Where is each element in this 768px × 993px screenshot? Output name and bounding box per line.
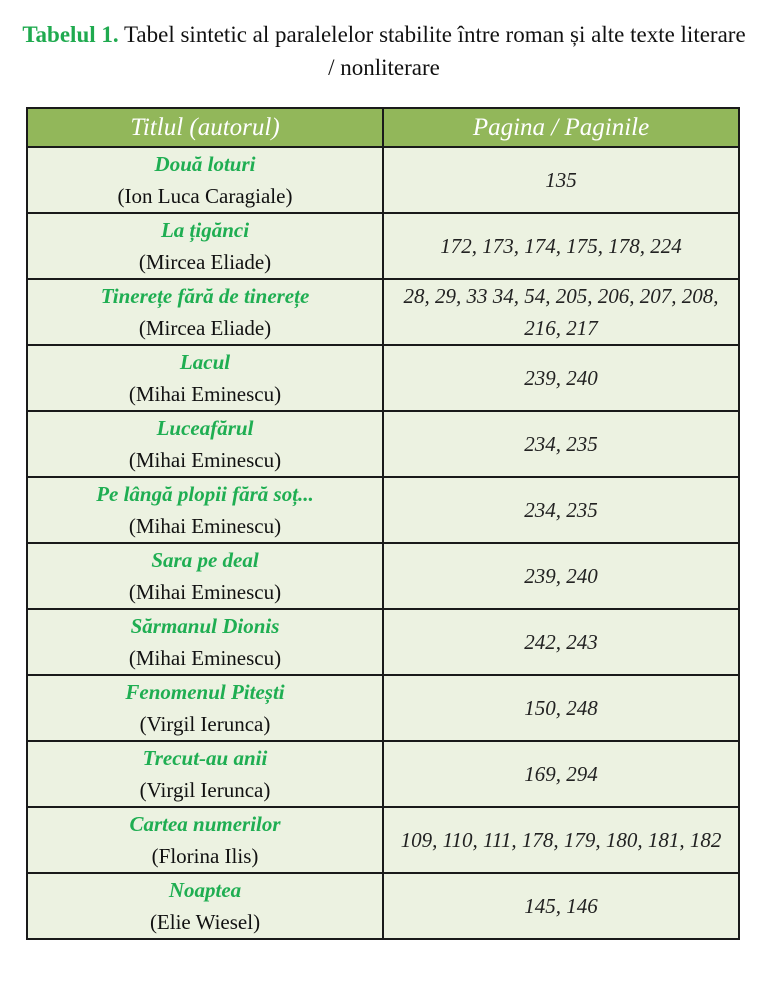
pages-cell: 145, 146 <box>383 873 739 939</box>
work-author: (Mircea Eliade) <box>138 250 272 274</box>
header-pages: Pagina / Paginile <box>383 108 739 147</box>
work-author: (Virgil Ierunca) <box>139 712 271 736</box>
title-author-cell <box>27 147 383 213</box>
pages-cell: 234, 235 <box>383 411 739 477</box>
table-row <box>27 411 739 477</box>
pages-cell: 135 <box>383 147 739 213</box>
work-title: Lacul <box>179 350 231 374</box>
table-caption <box>20 18 748 84</box>
title-author-cell <box>27 609 383 675</box>
header-title-author: Titlul (autorul) <box>27 108 383 147</box>
work-author: (Mihai Eminescu) <box>128 382 282 406</box>
title-author-cell <box>27 543 383 609</box>
table-row <box>27 345 739 411</box>
work-author: (Elie Wiesel) <box>149 910 261 934</box>
title-author-cell <box>27 279 383 345</box>
title-author-cell <box>27 807 383 873</box>
work-author: (Florina Ilis) <box>151 844 259 868</box>
table-row <box>27 807 739 873</box>
pages-cell: 150, 248 <box>383 675 739 741</box>
pages-cell: 239, 240 <box>383 543 739 609</box>
work-title: Sara pe deal <box>151 548 259 572</box>
table-row <box>27 609 739 675</box>
pages-cell: 169, 294 <box>383 741 739 807</box>
title-author-cell <box>27 345 383 411</box>
pages-cell: 28, 29, 33 34, 54, 205, 206, 207, 208, 216, 217 <box>383 279 739 345</box>
pages-cell: 172, 173, 174, 175, 178, 224 <box>383 213 739 279</box>
work-author: (Mihai Eminescu) <box>128 646 282 670</box>
title-author-cell <box>27 873 383 939</box>
table-row <box>27 213 739 279</box>
work-title: Luceafărul <box>156 416 254 440</box>
work-title: Noaptea <box>168 878 242 902</box>
table-row <box>27 543 739 609</box>
pages-cell: 109, 110, 111, 178, 179, 180, 181, 182 <box>383 807 739 873</box>
table-header-row <box>27 108 739 147</box>
title-author-cell <box>27 741 383 807</box>
pages-cell: 234, 235 <box>383 477 739 543</box>
work-author: (Mihai Eminescu) <box>128 580 282 604</box>
table-row <box>27 675 739 741</box>
work-author: (Mihai Eminescu) <box>128 514 282 538</box>
work-title: Pe lângă plopii fără soț... <box>96 482 314 506</box>
pages-cell: 239, 240 <box>383 345 739 411</box>
table-row <box>27 741 739 807</box>
table-row <box>27 279 739 345</box>
table-row <box>27 147 739 213</box>
work-author: (Ion Luca Caragiale) <box>117 184 293 208</box>
pages-cell: 242, 243 <box>383 609 739 675</box>
caption-text: Tabel sintetic al paralelelor stabilite între roman și alte texte literare / nonliterare <box>123 22 746 80</box>
table-row <box>27 873 739 939</box>
caption-label: Tabelul 1. <box>22 22 119 47</box>
table-row <box>27 477 739 543</box>
parallels-table <box>26 107 740 940</box>
title-author-cell <box>27 477 383 543</box>
title-author-cell <box>27 411 383 477</box>
work-author: (Mihai Eminescu) <box>128 448 282 472</box>
work-title: Cartea numerilor <box>129 812 281 836</box>
work-title: Sărmanul Dionis <box>130 614 280 638</box>
work-title: Fenomenul Pitești <box>125 680 285 704</box>
title-author-cell <box>27 213 383 279</box>
work-author: (Virgil Ierunca) <box>139 778 271 802</box>
work-title: La țigănci <box>160 218 250 242</box>
title-author-cell <box>27 675 383 741</box>
work-title: Două loturi <box>154 152 256 176</box>
work-title: Tinerețe fără de tinerețe <box>100 284 310 308</box>
work-title: Trecut-au anii <box>142 746 268 770</box>
work-author: (Mircea Eliade) <box>138 316 272 340</box>
